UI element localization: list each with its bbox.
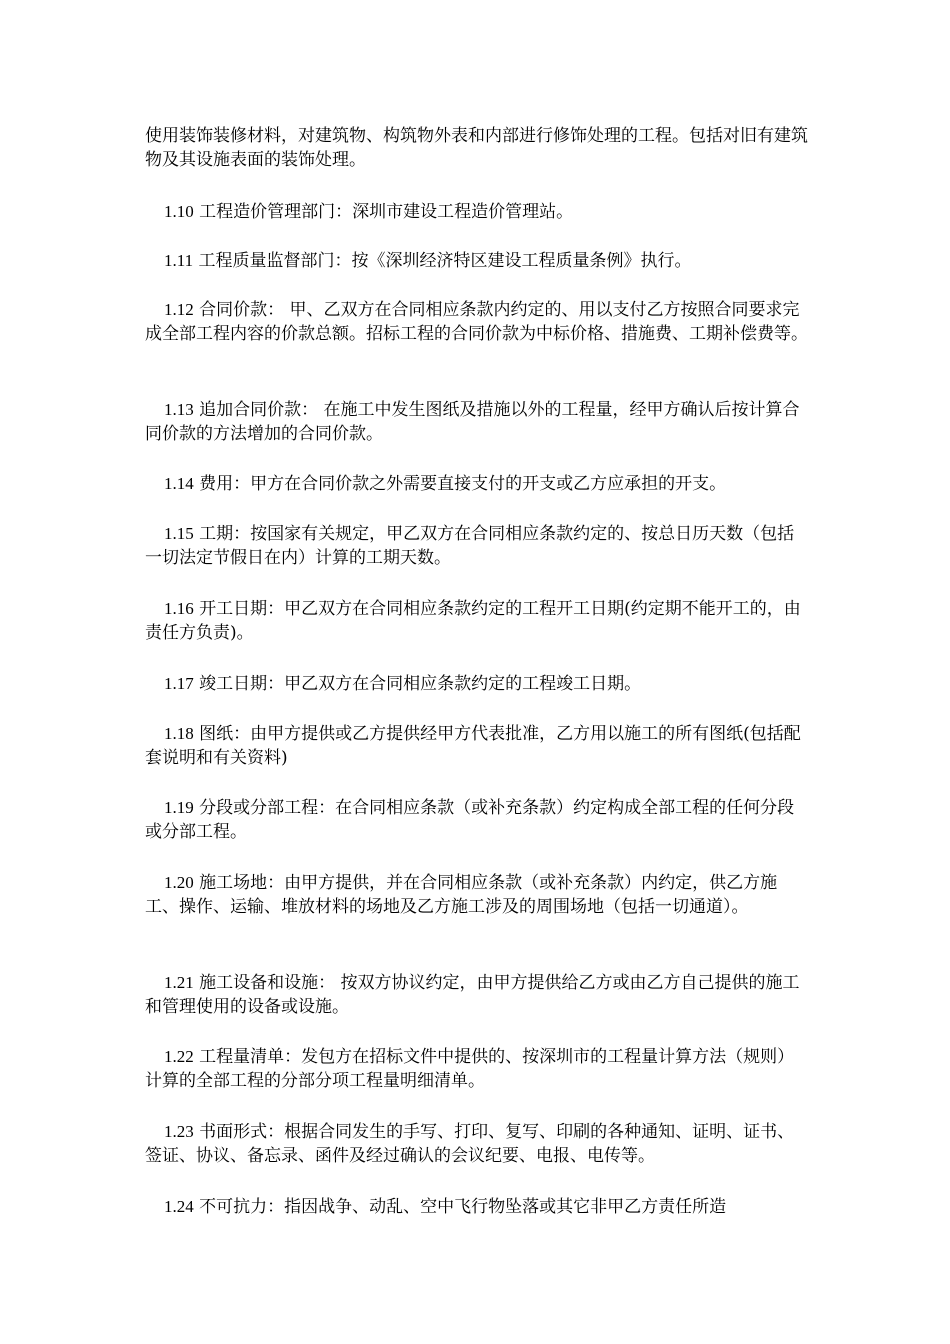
paragraph-text: 书面形式：根据合同发生的手写、打印、复写、印刷的各种通知、证明、证书、签证、协议、备忘录、函件及经过确认的会议纪要、电报、电传等。 [145, 1122, 795, 1166]
clause-number: 1.19 [164, 798, 194, 817]
clause-number: 1.11 [164, 251, 194, 270]
clause-number: 1.15 [164, 524, 194, 543]
clause-number: 1.10 [164, 202, 194, 221]
clause-number: 1.12 [164, 300, 194, 319]
paragraph-1-18 [145, 722, 810, 770]
paragraph-text: 使用装饰装修材料，对建筑物、构筑物外表和内部进行修饰处理的工程。包括对旧有建筑物及其设施表面的装饰处理。 [145, 126, 808, 170]
paragraph-intro [145, 124, 810, 172]
paragraph-1-12 [145, 298, 810, 346]
clause-number: 1.17 [164, 674, 194, 693]
clause-number: 1.13 [164, 400, 194, 419]
paragraph-text: 工程造价管理部门：深圳市建设工程造价管理站。 [193, 202, 574, 222]
paragraph-1-14 [145, 472, 810, 496]
clause-number: 1.14 [164, 474, 194, 493]
paragraph-1-23 [145, 1120, 810, 1168]
clause-number: 1.20 [164, 873, 194, 892]
paragraph-text: 不可抗力：指因战争、动乱、空中飞行物坠落或其它非甲乙方责任所造 [193, 1197, 727, 1217]
clause-number: 1.21 [164, 973, 194, 992]
paragraph-1-24 [145, 1195, 810, 1219]
paragraph-1-16 [145, 597, 810, 645]
clause-number: 1.18 [164, 724, 194, 743]
paragraph-1-22 [145, 1045, 810, 1093]
paragraph-text: 分段或分部工程：在合同相应条款（或补充条款）约定构成全部工程的任何分段或分部工程。 [145, 798, 795, 842]
paragraph-1-20 [145, 871, 810, 919]
paragraph-text: 合同价款： 甲、乙双方在合同相应条款内约定的、用以支付乙方按照合同要求完成全部工程内容的价款总额。招标工程的合同价款为中标价格、措施费、工期补偿费等。 [145, 300, 808, 344]
paragraph-text: 工程质量监督部门：按《深圳经济特区建设工程质量条例》执行。 [193, 251, 692, 271]
paragraph-1-15 [145, 522, 810, 570]
paragraph-1-17 [145, 672, 810, 696]
clause-number: 1.23 [164, 1122, 194, 1141]
paragraph-text: 费用：甲方在合同价款之外需要直接支付的开支或乙方应承担的开支。 [193, 474, 727, 494]
paragraph-1-11 [145, 249, 810, 273]
paragraph-1-21 [145, 971, 810, 1019]
paragraph-text: 开工日期：甲乙双方在合同相应条款约定的工程开工日期(约定期不能开工的，由责任方负责)。 [145, 599, 801, 643]
clause-number: 1.24 [164, 1197, 194, 1216]
paragraph-text: 工期：按国家有关规定，甲乙双方在合同相应条款约定的、按总日历天数（包括一切法定节假日在内）计算的工期天数。 [145, 524, 795, 568]
paragraph-1-10 [145, 200, 810, 224]
paragraph-text: 追加合同价款： 在施工中发生图纸及措施以外的工程量，经甲方确认后按计算合同价款的方法增加的合同价款。 [145, 400, 800, 444]
paragraph-text: 图纸：由甲方提供或乙方提供经甲方代表批准，乙方用以施工的所有图纸(包括配套说明和有关资料) [145, 724, 801, 768]
clause-number: 1.16 [164, 599, 194, 618]
paragraph-text: 施工场地：由甲方提供，并在合同相应条款（或补充条款）内约定，供乙方施工、操作、运输、堆放材料的场地及乙方施工涉及的周围场地（包括一切通道）。 [145, 873, 778, 917]
paragraph-text: 施工设备和设施： 按双方协议约定，由甲方提供给乙方或由乙方自己提供的施工和管理使用的设备或设施。 [145, 973, 800, 1017]
paragraph-1-13 [145, 398, 810, 446]
paragraph-text: 工程量清单：发包方在招标文件中提供的、按深圳市的工程量计算方法（规则）计算的全部工程的分部分项工程量明细清单。 [145, 1047, 795, 1091]
paragraph-text: 竣工日期：甲乙双方在合同相应条款约定的工程竣工日期。 [193, 674, 642, 694]
paragraph-1-19 [145, 796, 810, 844]
clause-number: 1.22 [164, 1047, 194, 1066]
